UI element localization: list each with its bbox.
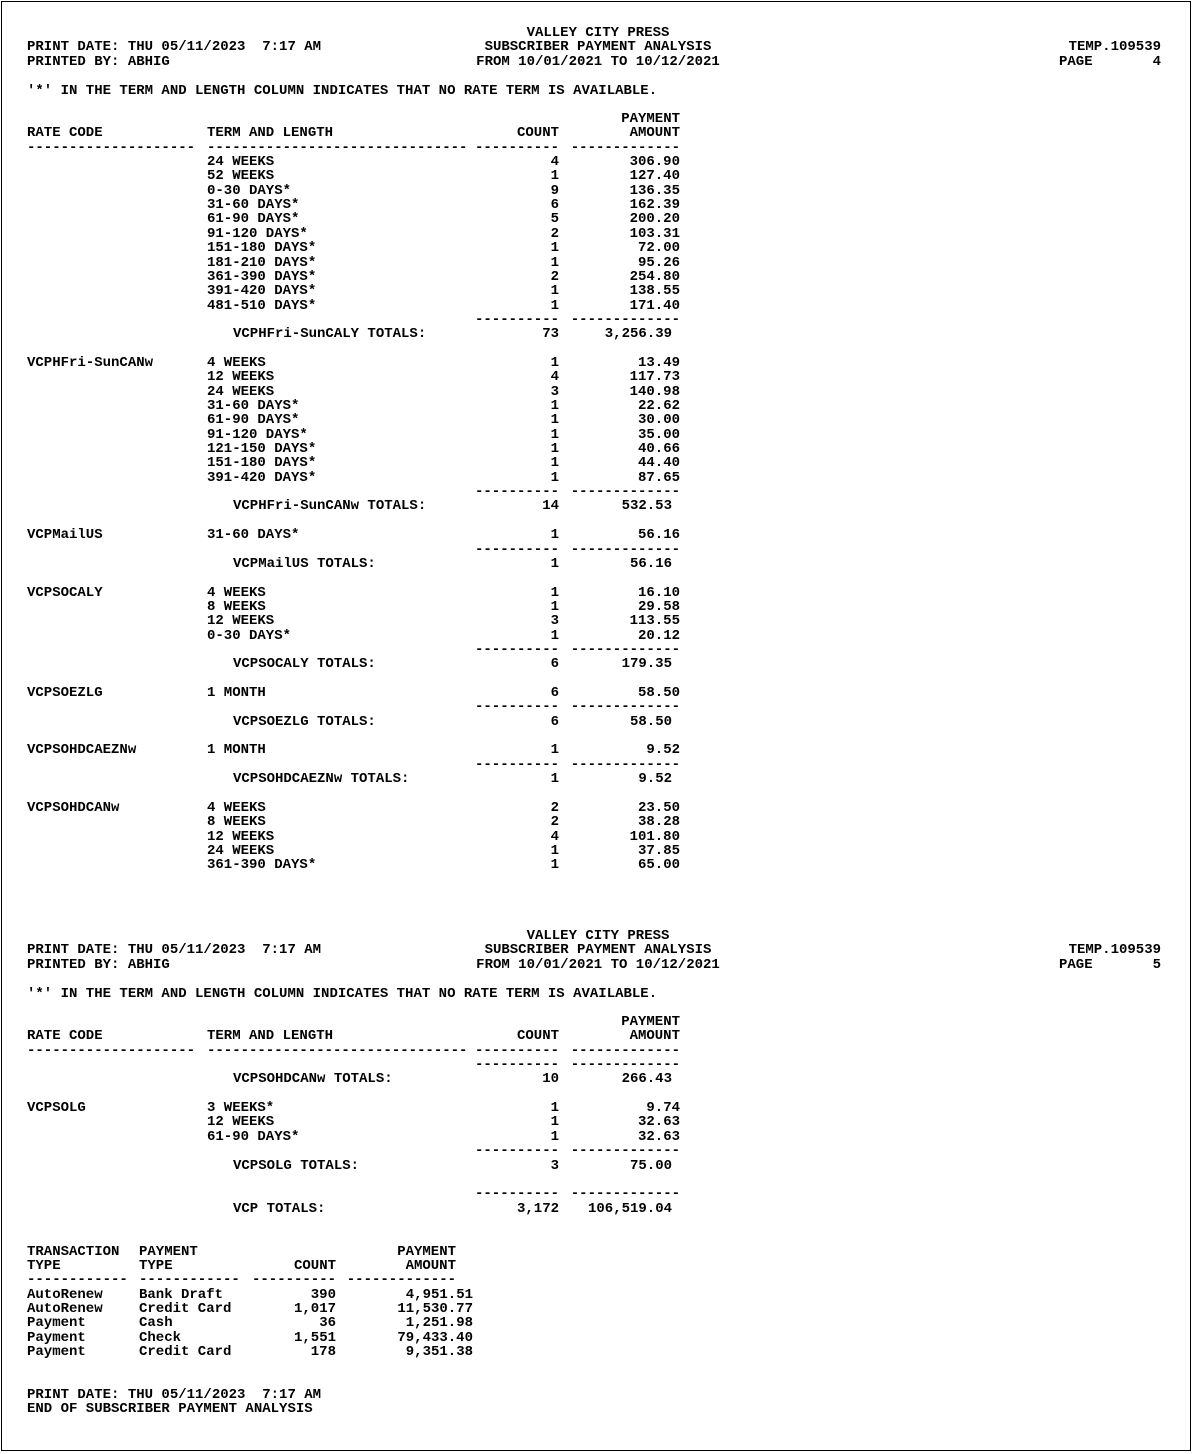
subtotal-rule: ------------- xyxy=(570,1057,680,1074)
row-count: 1 xyxy=(550,598,559,615)
rate-code: VCPSOHDCANw xyxy=(27,799,120,816)
grand-total-rule: ---------- xyxy=(474,1186,559,1203)
tx-header-transaction: TRANSACTION xyxy=(27,1243,120,1260)
subtotal-rule: ---------- xyxy=(474,541,559,558)
row-amount: 35.00 xyxy=(637,426,680,443)
row-count: 1 xyxy=(550,240,559,257)
row-amount: 56.16 xyxy=(637,527,680,544)
page-number: 5 xyxy=(1152,956,1161,973)
row-count: 1 xyxy=(550,1100,559,1117)
totals-amount: 3,256.39 xyxy=(604,326,672,343)
row-amount: 9.74 xyxy=(646,1100,680,1117)
term-and-length: 24 WEEKS xyxy=(207,842,275,859)
row-count: 1 xyxy=(550,441,559,458)
header-rule: ------------- xyxy=(570,1042,680,1059)
row-amount: 22.62 xyxy=(637,398,680,414)
totals-count: 6 xyxy=(550,656,559,673)
tx-amount: 4,951.51 xyxy=(405,1286,473,1303)
row-amount: 95.26 xyxy=(637,254,680,271)
row-count: 1 xyxy=(550,527,559,544)
tx-amount: 79,433.40 xyxy=(397,1329,473,1346)
term-and-length: 3 WEEKS* xyxy=(207,1100,275,1117)
row-amount: 87.65 xyxy=(637,469,680,486)
term-and-length: 91-120 DAYS* xyxy=(207,225,308,242)
col-header-term: TERM AND LENGTH xyxy=(207,125,334,142)
subtotal-rule: ---------- xyxy=(474,1143,559,1160)
subtotal-rule: ---------- xyxy=(474,484,559,501)
row-count: 1 xyxy=(550,469,559,486)
totals-amount: 75.00 xyxy=(629,1157,672,1174)
row-count: 1 xyxy=(550,842,559,859)
term-and-length: 481-510 DAYS* xyxy=(207,297,317,314)
row-count: 1 xyxy=(550,254,559,271)
subtotal-rule: ------------- xyxy=(570,541,680,558)
row-count: 2 xyxy=(550,225,559,242)
row-amount: 58.50 xyxy=(637,685,680,701)
tx-count: 1,017 xyxy=(293,1300,336,1317)
totals-count: 1 xyxy=(550,771,559,788)
col-header-count: COUNT xyxy=(516,125,559,142)
header-rule: ------------------------------- xyxy=(207,1042,468,1059)
row-amount: 32.63 xyxy=(637,1114,680,1131)
row-amount: 38.28 xyxy=(637,814,680,831)
col-header-count: COUNT xyxy=(516,1028,559,1045)
tx-amount: 11,530.77 xyxy=(397,1300,473,1317)
totals-label: VCPMailUS TOTALS: xyxy=(233,555,376,572)
rate-code: VCPSOHDCAEZNw xyxy=(27,742,137,759)
row-amount: 44.40 xyxy=(637,455,680,472)
tx-header-type: TYPE xyxy=(27,1257,61,1274)
totals-label: VCPSOHDCANw TOTALS: xyxy=(233,1071,393,1088)
row-amount: 162.39 xyxy=(629,197,680,214)
print-date: PRINT DATE: THU 05/11/2023 7:17 AM xyxy=(27,39,322,56)
date-range: FROM 10/01/2021 TO 10/12/2021 xyxy=(476,956,720,973)
print-date: PRINT DATE: THU 05/11/2023 7:17 AM xyxy=(27,942,322,959)
rate-code: VCPSOLG xyxy=(27,1100,86,1117)
term-and-length: 91-120 DAYS* xyxy=(207,426,308,443)
row-count: 3 xyxy=(550,613,559,630)
row-count: 6 xyxy=(550,197,559,214)
row-count: 2 xyxy=(550,799,559,816)
row-amount: 138.55 xyxy=(629,283,680,300)
row-count: 1 xyxy=(550,1128,559,1145)
term-and-length: 8 WEEKS xyxy=(207,814,266,831)
totals-amount: 56.16 xyxy=(629,555,672,572)
header-rule: -------------------- xyxy=(27,139,196,156)
row-amount: 32.63 xyxy=(637,1128,680,1145)
tx-transaction-type: Payment xyxy=(27,1329,86,1346)
totals-label: VCPSOLG TOTALS: xyxy=(233,1157,360,1174)
date-range: FROM 10/01/2021 TO 10/12/2021 xyxy=(476,53,720,70)
col-header-rate-code: RATE CODE xyxy=(27,125,103,142)
term-and-length: 52 WEEKS xyxy=(207,168,275,185)
tx-count: 390 xyxy=(310,1286,336,1303)
term-and-length: 12 WEEKS xyxy=(207,1114,275,1131)
tx-transaction-type: AutoRenew xyxy=(27,1286,103,1303)
term-and-length: 0-30 DAYS* xyxy=(207,627,292,644)
tx-payment-type: Credit Card xyxy=(139,1300,232,1317)
tx-header-rule: ------------ xyxy=(27,1272,128,1289)
end-of-report: END OF SUBSCRIBER PAYMENT ANALYSIS xyxy=(27,1401,313,1418)
totals-label: VCP TOTALS: xyxy=(233,1200,326,1217)
totals-amount: 106,519.04 xyxy=(587,1200,672,1217)
row-amount: 103.31 xyxy=(629,225,680,242)
term-and-length: 181-210 DAYS* xyxy=(207,254,317,271)
term-and-length: 61-90 DAYS* xyxy=(207,412,300,429)
tx-header-payment: PAYMENT xyxy=(139,1243,198,1260)
subtotal-rule: ------------- xyxy=(570,756,680,773)
row-amount: 254.80 xyxy=(629,268,680,285)
term-and-length: 1 MONTH xyxy=(207,742,266,759)
row-amount: 29.58 xyxy=(637,598,680,615)
col-header-amount: AMOUNT xyxy=(629,1028,680,1045)
term-and-length: 4 WEEKS xyxy=(207,354,266,371)
term-and-length: 361-390 DAYS* xyxy=(207,857,317,874)
subtotal-rule: ------------- xyxy=(570,699,680,716)
printed-by: PRINTED BY: ABHIG xyxy=(27,956,170,973)
totals-label: VCPSOCALY TOTALS: xyxy=(233,656,376,673)
tx-header-rule: ---------- xyxy=(251,1272,336,1289)
row-amount: 306.90 xyxy=(629,154,680,171)
totals-count: 6 xyxy=(550,713,559,730)
row-amount: 37.85 xyxy=(637,842,680,859)
grand-total-rule: ------------- xyxy=(570,1186,680,1203)
totals-count: 1 xyxy=(550,555,559,572)
totals-count: 3 xyxy=(550,1157,559,1174)
subtotal-rule: ---------- xyxy=(474,1057,559,1074)
header-rule: ---------- xyxy=(474,139,559,156)
totals-amount: 532.53 xyxy=(621,498,672,515)
printed-by: PRINTED BY: ABHIG xyxy=(27,53,170,70)
rate-code: VCPHFri-SunCANw xyxy=(27,354,154,371)
term-and-length: 24 WEEKS xyxy=(207,154,275,171)
report-frame xyxy=(1,1,1191,1451)
row-count: 1 xyxy=(550,297,559,314)
header-rule: ------------------------------- xyxy=(207,139,468,156)
tx-amount: 9,351.38 xyxy=(405,1344,473,1360)
subtotal-rule: ---------- xyxy=(474,641,559,658)
tx-count: 1,551 xyxy=(293,1329,336,1346)
term-and-length: 61-90 DAYS* xyxy=(207,211,300,228)
term-and-length: 24 WEEKS xyxy=(207,383,275,400)
totals-amount: 58.50 xyxy=(629,713,672,730)
col-header-payment: PAYMENT xyxy=(621,111,680,127)
header-rule: ------------- xyxy=(570,139,680,156)
tx-header-count: COUNT xyxy=(293,1257,336,1274)
row-count: 6 xyxy=(550,685,559,701)
term-and-length: 391-420 DAYS* xyxy=(207,469,317,486)
row-count: 3 xyxy=(550,383,559,400)
rate-code: VCPMailUS xyxy=(27,527,103,544)
totals-label: VCPSOEZLG TOTALS: xyxy=(233,713,376,730)
row-amount: 136.35 xyxy=(629,182,680,199)
term-and-length: 121-150 DAYS* xyxy=(207,441,317,458)
row-amount: 200.20 xyxy=(629,211,680,228)
term-and-length: 151-180 DAYS* xyxy=(207,455,317,472)
subtotal-rule: ---------- xyxy=(474,311,559,328)
row-amount: 16.10 xyxy=(637,584,680,601)
term-and-length: 12 WEEKS xyxy=(207,613,275,630)
tx-payment-type: Cash xyxy=(139,1315,173,1332)
page-label: PAGE xyxy=(1059,956,1093,973)
term-and-length: 31-60 DAYS* xyxy=(207,527,300,544)
row-amount: 101.80 xyxy=(629,828,680,845)
tx-transaction-type: Payment xyxy=(27,1315,86,1332)
row-amount: 113.55 xyxy=(629,613,680,630)
tx-count: 178 xyxy=(310,1344,336,1360)
row-amount: 23.50 xyxy=(637,799,680,816)
row-count: 1 xyxy=(550,742,559,759)
header-rule: ---------- xyxy=(474,1042,559,1059)
totals-count: 3,172 xyxy=(516,1200,559,1217)
row-count: 5 xyxy=(550,211,559,228)
term-and-length: 8 WEEKS xyxy=(207,598,266,615)
row-count: 1 xyxy=(550,1114,559,1131)
publication-title: VALLEY CITY PRESS xyxy=(526,928,670,944)
tx-payment-type: Bank Draft xyxy=(139,1286,224,1303)
tx-payment-type: Check xyxy=(139,1329,182,1346)
page-label: PAGE xyxy=(1059,53,1093,70)
row-count: 2 xyxy=(550,814,559,831)
publication-title: VALLEY CITY PRESS xyxy=(526,25,670,41)
term-and-length: 391-420 DAYS* xyxy=(207,283,317,300)
job-id: TEMP.109539 xyxy=(1068,39,1161,56)
tx-transaction-type: AutoRenew xyxy=(27,1300,103,1317)
subtotal-rule: ---------- xyxy=(474,699,559,716)
row-amount: 117.73 xyxy=(629,369,680,386)
totals-count: 14 xyxy=(542,498,559,515)
row-amount: 171.40 xyxy=(629,297,680,314)
totals-count: 73 xyxy=(542,326,559,343)
term-and-length: 361-390 DAYS* xyxy=(207,268,317,285)
subtotal-rule: ------------- xyxy=(570,484,680,501)
term-and-length: 4 WEEKS xyxy=(207,584,266,601)
row-count: 1 xyxy=(550,455,559,472)
term-and-length: 31-60 DAYS* xyxy=(207,398,300,414)
totals-amount: 179.35 xyxy=(621,656,672,673)
term-and-length: 4 WEEKS xyxy=(207,799,266,816)
rate-term-note: '*' IN THE TERM AND LENGTH COLUMN INDICATES THAT NO RATE TERM IS AVAILABLE. xyxy=(27,83,658,99)
tx-header-payment-amount: PAYMENT xyxy=(397,1243,456,1260)
tx-transaction-type: Payment xyxy=(27,1344,86,1360)
row-amount: 9.52 xyxy=(646,742,680,759)
row-amount: 127.40 xyxy=(629,168,680,185)
row-count: 1 xyxy=(550,168,559,185)
col-header-amount: AMOUNT xyxy=(629,125,680,142)
report-title: SUBSCRIBER PAYMENT ANALYSIS xyxy=(484,942,712,959)
subtotal-rule: ------------- xyxy=(570,641,680,658)
term-and-length: 12 WEEKS xyxy=(207,828,275,845)
row-count: 1 xyxy=(550,857,559,874)
row-count: 4 xyxy=(550,828,559,845)
row-amount: 65.00 xyxy=(637,857,680,874)
row-count: 4 xyxy=(550,154,559,171)
subtotal-rule: ------------- xyxy=(570,311,680,328)
rate-code: VCPSOCALY xyxy=(27,584,103,601)
subtotal-rule: ------------- xyxy=(570,1143,680,1160)
footer-print-date: PRINT DATE: THU 05/11/2023 7:17 AM xyxy=(27,1387,322,1403)
row-count: 1 xyxy=(550,412,559,429)
row-amount: 13.49 xyxy=(637,354,680,371)
row-count: 1 xyxy=(550,283,559,300)
row-amount: 40.66 xyxy=(637,441,680,458)
totals-amount: 266.43 xyxy=(621,1071,672,1088)
tx-header-rule: ------------ xyxy=(139,1272,240,1289)
row-amount: 30.00 xyxy=(637,412,680,429)
row-count: 1 xyxy=(550,627,559,644)
row-amount: 20.12 xyxy=(637,627,680,644)
tx-payment-type: Credit Card xyxy=(139,1344,232,1360)
tx-count: 36 xyxy=(319,1315,336,1332)
job-id: TEMP.109539 xyxy=(1068,942,1161,959)
tx-amount: 1,251.98 xyxy=(405,1315,473,1332)
row-count: 2 xyxy=(550,268,559,285)
term-and-length: 1 MONTH xyxy=(207,685,266,701)
tx-header-rule: ------------- xyxy=(346,1272,456,1289)
totals-count: 10 xyxy=(542,1071,559,1088)
col-header-term: TERM AND LENGTH xyxy=(207,1028,334,1045)
totals-label: VCPHFri-SunCANw TOTALS: xyxy=(233,498,427,515)
header-rule: -------------------- xyxy=(27,1042,196,1059)
term-and-length: 0-30 DAYS* xyxy=(207,182,292,199)
page-number: 4 xyxy=(1152,53,1161,70)
col-header-payment: PAYMENT xyxy=(621,1014,680,1030)
totals-label: VCPHFri-SunCALY TOTALS: xyxy=(233,326,427,343)
totals-label: VCPSOHDCAEZNw TOTALS: xyxy=(233,771,410,788)
row-count: 1 xyxy=(550,398,559,414)
term-and-length: 31-60 DAYS* xyxy=(207,197,300,214)
rate-code: VCPSOEZLG xyxy=(27,685,103,701)
totals-amount: 9.52 xyxy=(638,771,672,788)
report-title: SUBSCRIBER PAYMENT ANALYSIS xyxy=(484,39,712,56)
row-amount: 72.00 xyxy=(637,240,680,257)
rate-term-note: '*' IN THE TERM AND LENGTH COLUMN INDICATES THAT NO RATE TERM IS AVAILABLE. xyxy=(27,986,658,1002)
row-count: 1 xyxy=(550,426,559,443)
tx-header-payment-type: TYPE xyxy=(139,1257,173,1274)
row-count: 1 xyxy=(550,584,559,601)
row-count: 9 xyxy=(550,182,559,199)
row-count: 4 xyxy=(550,369,559,386)
tx-header-amount: AMOUNT xyxy=(405,1257,456,1274)
term-and-length: 61-90 DAYS* xyxy=(207,1128,300,1145)
row-count: 1 xyxy=(550,354,559,371)
term-and-length: 12 WEEKS xyxy=(207,369,275,386)
subtotal-rule: ---------- xyxy=(474,756,559,773)
term-and-length: 151-180 DAYS* xyxy=(207,240,317,257)
col-header-rate-code: RATE CODE xyxy=(27,1028,103,1045)
row-amount: 140.98 xyxy=(629,383,680,400)
